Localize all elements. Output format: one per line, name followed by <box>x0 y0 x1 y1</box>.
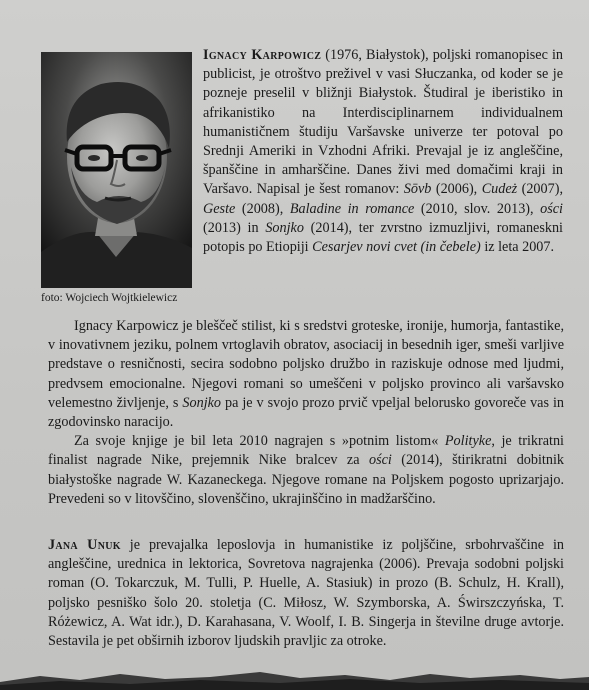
translator-name: Jana Unuk <box>48 537 121 553</box>
paragraph-text: (2014), štirikratni dobitnik białystoške nagrade W. Kazaneckega. Njegove romane na Poljskem pogosto uprizarjajo. Prevedeni so v litovščino, slovenščino, ukrajinščino in madžarščino. <box>48 452 564 507</box>
work-separator: iz leta 2007. <box>480 239 555 256</box>
work-title: ości <box>540 200 563 217</box>
work-separator: (2013) in <box>203 219 266 236</box>
author-name: Ignacy Karpowicz <box>203 47 322 63</box>
work-separator: (2006), <box>431 181 482 198</box>
author-bio-intro <box>203 46 563 257</box>
translator-bio-text: je prevajalka leposlovja in humanistike iz poljščine, srbohrvaščine in angleščine, urednica in lektorica, Sovretova nagrajenka (2006). Prevaja sodobni poljski roman (O. Tokarczuk, M. Tulli, P. Huelle, A. Stasiuk) in prozo (B. Schulz, H. Krall), poljsko pesniško šolo 20. stoletja (C. Miłosz, W. Szymborska, A. Świrszczyńska, T. Różewicz, A. Wat idr.), D. Karahasana, V. Woolf, I. B. Singerja in številne druge avtorje. Sestavila je pet obširnih izborov ljudskih pravljic za otroke. <box>48 537 564 650</box>
author-portrait-image <box>41 52 192 288</box>
translator-bio <box>48 536 564 651</box>
work-title: Sonjko <box>265 219 304 236</box>
author-photo <box>41 52 192 288</box>
work-separator: (2010, slov. 2013), <box>414 200 541 217</box>
bio-paragraph-awards <box>48 432 564 509</box>
work-title: Sōvb <box>403 181 432 198</box>
work-title: Sonjko <box>182 394 222 411</box>
author-bio-body <box>48 317 564 509</box>
author-bio-text: (1976, Białystok), poljski romanopisec in publicist, je otroštvo preživel v vasi Słuczanka, od koder se je pozneje preselil v bližnji Białystok. Študiral je iberistiko in afrikanistiko na Interdisciplinarnem individualnem humanističnem študiju Varšavske univerze ter potoval po Srednji Ameriki in Vzhodni Afriki. Prevajal je iz angleščine, španščine in amharščine. Danes živi med domačimi kraji in Varšavo. Napisal je šest romanov: <box>203 47 563 198</box>
paragraph-text: pa je v svojo prozo prvič vpeljal belorusko govoreče vas in zgodovinsko naracijo. <box>48 394 564 431</box>
photo-caption: foto: Wojciech Wojtkielewicz <box>41 292 178 304</box>
paragraph-text: Ignacy Karpowicz je bleščeč stilist, ki s sredstvi groteske, ironije, humorja, fantastike, v inovativnem jeziku, polnem vrtoglavih obratov, asociacij in besednih iger, smeši varljive predstave o resničnosti, secira sodobno poljsko družbo in raziskuje odnose med ljudmi, predvsem emocionalne. Njegovi romani so umeščeni v poljsko provinco ali varšavsko velemestno življenje, s <box>48 318 564 411</box>
work-title: Baladine in romance <box>289 200 415 217</box>
work-separator: (2008), <box>235 200 290 217</box>
paragraph-text: Za svoje knjige je bil leta 2010 nagrajen s »potnim listom« <box>74 433 445 450</box>
bio-paragraph-style <box>48 317 564 432</box>
publication-title: Polityke <box>444 433 492 450</box>
work-title: Geste <box>203 200 236 217</box>
work-title: Cesarjev novi cvet (in čebele) <box>312 239 481 256</box>
mountain-silhouette-decoration <box>0 668 589 690</box>
work-separator: (2007), <box>517 181 563 198</box>
work-separator: (2014), ter zvrstno izmuzljivi, romaneskni potopis po Etiopiji <box>203 219 563 256</box>
work-title: ości <box>368 452 392 469</box>
paragraph-text: , je trikratni finalist nagrade Nike, prejemnik Nike bralcev za <box>48 433 564 469</box>
work-title: Cudeż <box>481 181 518 198</box>
